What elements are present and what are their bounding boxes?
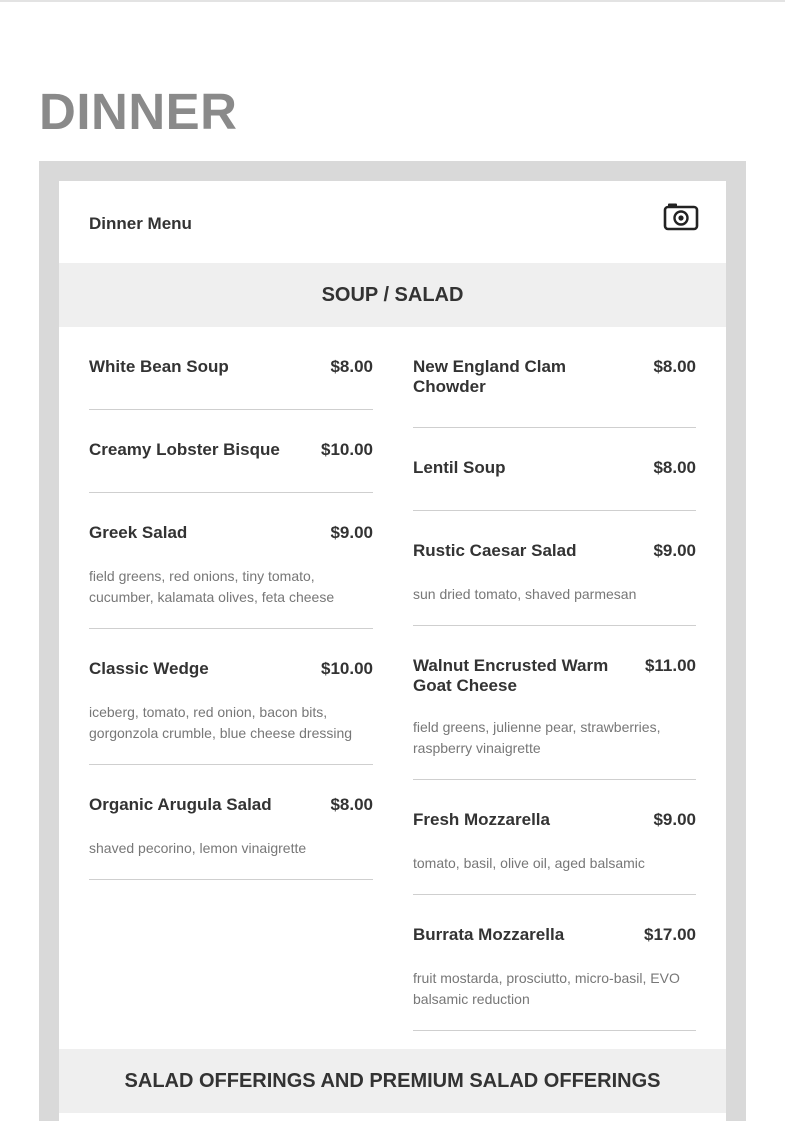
menu-column-right [413,327,696,1031]
section-heading: SOUP / SALAD [59,263,726,327]
menu-item-header [413,925,696,947]
menu-item-name: Greek Salad [89,523,188,542]
menu-item-price: $8.00 [330,795,373,814]
menu-item [89,629,373,765]
camera-icon[interactable] [663,202,699,232]
menu-item [413,428,696,511]
menu-item-header [89,795,373,817]
menu-item-description: field greens, julienne pear, strawberries, raspberry vinaigrette [413,719,661,756]
menu-item-description: iceberg, tomato, red onion, bacon bits, gorgonzola crumble, blue cheese dressing [89,704,353,741]
menu-item-header [413,357,696,397]
menu-header [59,181,726,263]
menu-item-description: field greens, red onions, tiny tomato, cucumber, kalamata olives, feta cheese [89,568,335,605]
menu-item [89,327,373,410]
menu-card [59,181,726,1121]
menu-item-name: Lentil Soup [413,458,506,477]
menu-item-name: Classic Wedge [89,659,209,678]
menu-item-price: $8.00 [653,357,696,376]
menu-item-name: Rustic Caesar Salad [413,541,577,560]
menu-item-header [413,656,696,696]
menu-item-header [89,357,373,379]
menu-item-name: New England Clam Chowder [413,357,567,396]
menu-item-description: tomato, basil, olive oil, aged balsamic [413,855,645,871]
menu-item-header [89,523,373,545]
page-title: DINNER [39,83,238,140]
menu-item-name: Fresh Mozzarella [413,810,550,829]
menu-item [89,765,373,880]
top-divider [0,0,785,2]
menu-item-header [413,541,696,563]
menu-item-header [413,810,696,832]
menu-item [413,895,696,1031]
menu-item-name: Creamy Lobster Bisque [89,440,280,459]
menu-item-price: $8.00 [330,357,373,376]
menu-item-price: $17.00 [644,925,696,944]
menu-item [413,780,696,895]
menu-frame [39,161,746,1121]
menu-item-name: Burrata Mozzarella [413,925,565,944]
menu-item-header [89,659,373,681]
menu-item-price: $10.00 [321,440,373,459]
menu-item-price: $11.00 [644,656,696,675]
menu-item [89,493,373,629]
menu-item-price: $10.00 [321,659,373,678]
menu-item-header [89,440,373,462]
menu-item-description: fruit mostarda, prosciutto, micro-basil, EVO balsamic reduction [413,970,680,1007]
menu-item-description: shaved pecorino, lemon vinaigrette [89,840,307,856]
menu-title: Dinner Menu [89,214,192,233]
menu-column-left [89,327,373,880]
menu-item-price: $9.00 [653,541,696,560]
menu-item-price: $8.00 [653,458,696,477]
menu-item-price: $9.00 [330,523,373,542]
menu-item-name: White Bean Soup [89,357,229,376]
menu-item-price: $9.00 [653,810,696,829]
menu-item [413,327,696,428]
menu-item-header [413,458,696,480]
next-section-heading: SALAD OFFERINGS AND PREMIUM SALAD OFFERINGS [59,1049,726,1113]
menu-item [413,626,696,780]
menu-item-description: sun dried tomato, shaved parmesan [413,586,637,602]
menu-item [89,410,373,493]
menu-item-name: Walnut Encrusted Warm Goat Cheese [413,656,609,695]
menu-item-name: Organic Arugula Salad [89,795,272,814]
menu-item [413,511,696,626]
